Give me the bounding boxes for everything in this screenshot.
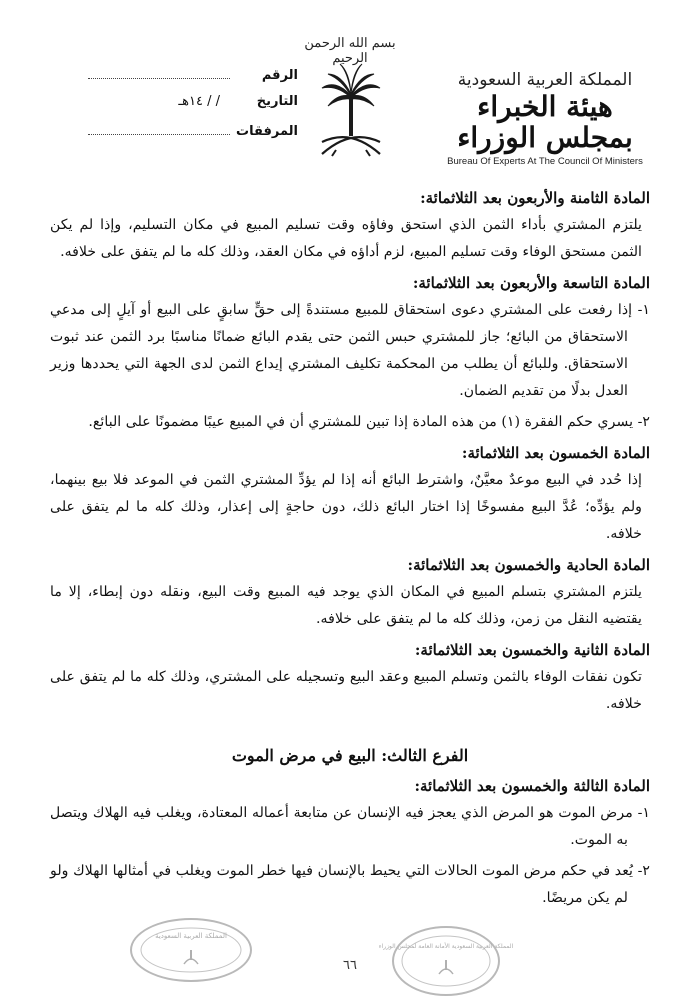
ref-number-line — [88, 66, 230, 79]
article-title: المادة الثامنة والأربعون بعد الثلاثمائة: — [420, 189, 650, 207]
article-title: المادة الحادية والخمسون بعد الثلاثمائة: — [407, 556, 650, 574]
article — [50, 270, 650, 436]
seal-left-text: المملكة العربية السعودية — [155, 932, 227, 940]
ref-attachments-label: المرفقات — [236, 124, 298, 139]
article-paragraph: إذا حُدد في البيع موعدٌ معيَّنٌ، واشترط البائع أنه إذا لم يؤدِّ المشتري الثمن في الموعد فلا بيع بينهما، ولم يؤدِّه؛ عُدَّ البيع مفسوخًا إذا اختار البائع ذلك، دون حاجةٍ إلى إعذار، وذلك كله ما لم يتفق على خلافه. — [50, 472, 642, 542]
seal-right-icon — [378, 928, 514, 994]
article-item: ١- إذا رفعت على المشتري دعوى استحقاق للمبيع مستندةً إلى حقٍّ سابقٍ على البيع أو آيلٍ إلى مدعي الاستحقاق من البائع؛ جاز للمشتري حبس الثمن حتى يقدم البائع ضمانًا مناسبًا برد الثمن عند ثبوت الاستحقاق. وللبائع أن يطلب من المحكمة تكليف المشتري إيداع الثمن لدى الجهة التي يحددها وزير العدل بدلًا من تقديم الضمان. — [50, 302, 650, 399]
ref-number-row — [88, 66, 298, 94]
org-bureau-name: هيئة الخبراء بمجلس الوزراء — [457, 90, 633, 154]
article — [50, 773, 650, 912]
article-item: ١- مرض الموت هو المرض الذي يعجز فيه الإنسان عن متابعة أعماله المعتادة، ويغلب فيه الهلاك ويتصل به الموت. — [50, 805, 650, 848]
ref-date-value: / / ١٤هـ — [178, 94, 220, 109]
article — [50, 552, 650, 633]
article-title: المادة الخمسون بعد الثلاثمائة: — [461, 444, 650, 462]
ref-attachments-line — [88, 122, 230, 135]
official-seal-right — [378, 926, 514, 996]
seal-right-text: المملكة العربية السعودية الأمانة العامة لمجلس الوزراء — [378, 943, 514, 950]
reference-block — [88, 66, 298, 150]
organization-header — [430, 70, 660, 167]
article — [50, 440, 650, 548]
document-body — [50, 185, 650, 916]
seal-left-icon — [132, 920, 250, 980]
ref-date-row — [88, 94, 298, 122]
org-english-name: Bureau Of Experts At The Council Of Ministers — [447, 155, 643, 167]
article-item: ٢- يُعد في حكم مرض الموت الحالات التي يحيط بالإنسان فيها خطر الموت ويغلب في أمثالها الهلاك ولو لم يكن مريضًا. — [50, 863, 650, 906]
article — [50, 637, 650, 718]
ref-attachments-row — [88, 122, 298, 150]
article — [50, 185, 650, 266]
ref-date-label: التاريخ — [256, 94, 298, 109]
saudi-emblem-icon — [316, 58, 386, 168]
org-kingdom-name: المملكة العربية السعودية — [457, 70, 633, 90]
article-title: المادة الثانية والخمسون بعد الثلاثمائة: — [414, 641, 650, 659]
article-title: المادة الثالثة والخمسون بعد الثلاثمائة: — [414, 777, 650, 795]
official-seal-left — [130, 918, 252, 982]
ref-number-label: الرقم — [261, 68, 298, 83]
article-paragraph: يلتزم المشتري بتسلم المبيع في المكان الذي يوجد فيه المبيع وقت البيع، ونقله دون إبطاء، إلا ما يقتضيه النقل من زمن، وذلك كله ما لم يتفق على خلافه. — [50, 584, 642, 627]
article-paragraph: تكون نفقات الوفاء بالثمن وتسلم المبيع وعقد البيع وتسجيله على المشتري، وذلك كله ما لم يتفق على خلافه. — [50, 669, 642, 712]
section-title: الفرع الثالث: البيع في مرض الموت — [231, 746, 469, 765]
article-item: ٢- يسري حكم الفقرة (١) من هذه المادة إذا تبين للمشتري أن في المبيع عيبًا مضمونًا على البائع. — [88, 414, 650, 430]
page-number: ٦٦ — [343, 958, 357, 973]
article-title: المادة التاسعة والأربعون بعد الثلاثمائة: — [412, 274, 650, 292]
basmala: بسم الله الرحمن الرحيم — [304, 36, 396, 66]
article-paragraph: يلتزم المشتري بأداء الثمن الذي استحق وفاؤه وقت تسليم المبيع في مكان التسليم، وإذا لم يكن الثمن مستحق الوفاء وقت تسليم المبيع، لزم أداؤه في مكان العقد، وذلك كله ما لم يتفق على خلافه. — [50, 217, 642, 260]
